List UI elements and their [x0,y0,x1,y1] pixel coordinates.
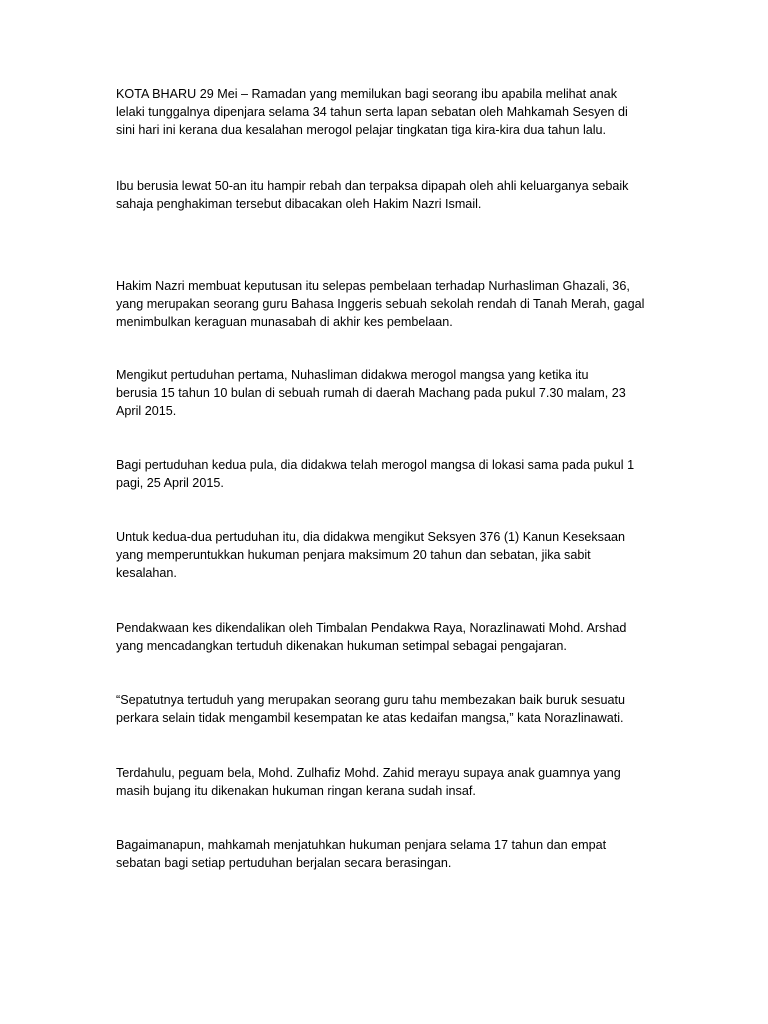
paragraph-3: Hakim Nazri membuat keputusan itu selepas pembelaan terhadap Nurhasliman Ghazali, 36, yang merupakan seorang guru Bahasa Inggeris sebuah sekolah rendah di Tanah Merah, gagal menimbulkan keraguan munasabah di akhir kes pembelaan. [116,279,645,330]
paragraph-4: Mengikut pertuduhan pertama, Nuhasliman didakwa merogol mangsa yang ketika itu berusia 15 tahun 10 bulan di sebuah rumah di daerah Machang pada pukul 7.30 malam, 23 April 2015. [116,368,626,419]
paragraph-2: Ibu berusia lewat 50-an itu hampir rebah dan terpaksa dipapah oleh ahli keluarganya sebaik sahaja penghakiman tersebut dibacakan oleh Hakim Nazri Ismail. [116,179,629,212]
paragraph-6: Untuk kedua-dua pertuduhan itu, dia didakwa mengikut Seksyen 376 (1) Kanun Keseksaan yang memperuntukkan hukuman penjara maksimum 20 tahun dan sebatan, jika sabit kesalahan. [116,530,625,581]
paragraph-8: “Sepatutnya tertuduh yang merupakan seorang guru tahu membezakan baik buruk sesuatu perkara selain tidak mengambil kesempatan ke atas kedaifan mangsa,” kata Norazlinawati. [116,693,625,726]
paragraph-7: Pendakwaan kes dikendalikan oleh Timbalan Pendakwa Raya, Norazlinawati Mohd. Arshad yang mencadangkan tertuduh dikenakan hukuman setimpal sebagai pengajaran. [116,621,627,654]
paragraph-1: KOTA BHARU 29 Mei – Ramadan yang memilukan bagi seorang ibu apabila melihat anak lelaki tunggalnya dipenjara selama 34 tahun serta lapan sebatan oleh Mahkamah Sesyen di sini hari ini kerana dua kesalahan merogol pelajar tingkatan tiga kira-kira dua tahun lalu. [116,87,628,138]
paragraph-9: Terdahulu, peguam bela, Mohd. Zulhafiz Mohd. Zahid merayu supaya anak guamnya yang masih bujang itu dikenakan hukuman ringan kerana sudah insaf. [116,766,621,799]
paragraph-10: Bagaimanapun, mahkamah menjatuhkan hukuman penjara selama 17 tahun dan empat sebatan bagi setiap pertuduhan berjalan secara berasingan. [116,838,607,871]
paragraph-5: Bagi pertuduhan kedua pula, dia didakwa telah merogol mangsa di lokasi sama pada pukul 1 pagi, 25 April 2015. [116,458,635,491]
